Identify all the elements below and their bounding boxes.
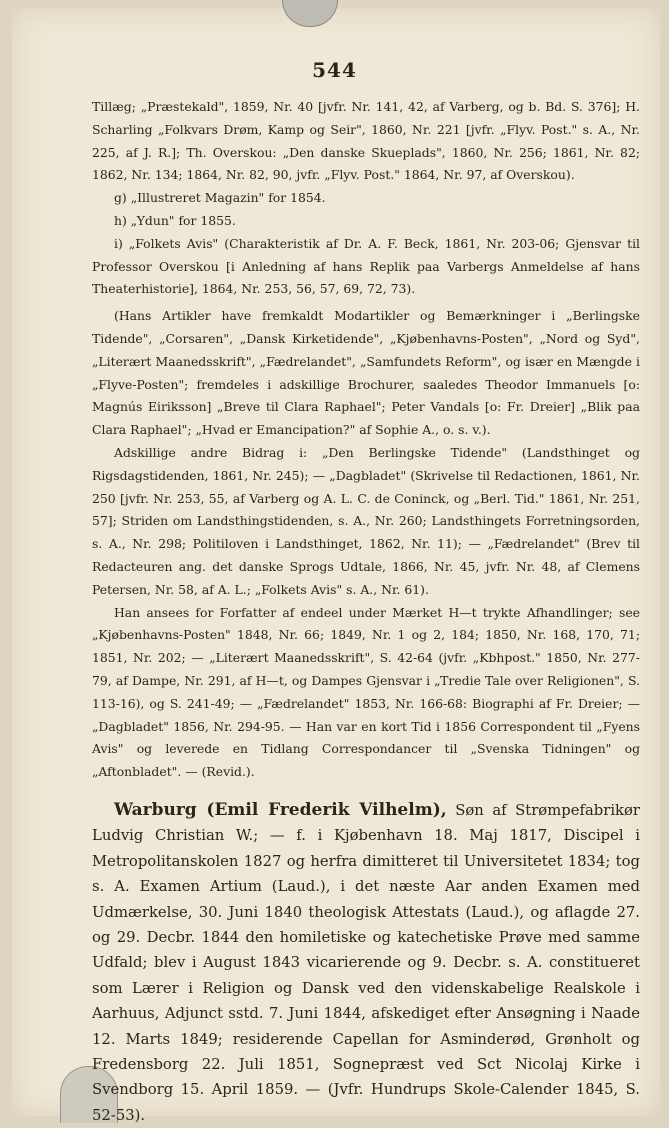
list-item-g: g) „Illustreret Magazin" for 1854. <box>114 190 326 206</box>
paragraph-attributed: Han ansees for Forfatter af endeel under Mærket H—t trykte Afhandlinger; see „Kjøbenhavns-Posten" 1848, Nr. 66; 1849, Nr. 1 og 2, 184; 1850, Nr. 168, 170, 71; 1851, Nr. 202; — „Literært Maanedsskrift", S. 42-64 (jvfr. „Kbhpost." 1850, Nr. 277-79, af Dampe, Nr. 291, af H—t, og Dampes Gjensvar i „Tredie Tale over Religionen", S. 113-16), og S. 241-49; — „Fædrelandet" 1853, Nr. 166-68: Biographi af Fr. Dreier; — „Dagbladet" 1856, Nr. 294-95. — Han var en kort Tid i 1856 Correspondent til „Fyens Avis" og leverede en Tidlang Correspondancer til „Svenska Tidningen" og „Aftonbladet". — (Revid.). <box>92 604 640 780</box>
list-item-i: i) „Folkets Avis" (Charakteristik af Dr. A. F. Beck, 1861, Nr. 203-06; Gjensvar til Professor Overskou [i Anledning af hans Replik paa Varbergs Anmeldelse af hans Theaterhistorie], 1864, Nr. 253, 56, 57, 69, 72, 73). <box>92 235 640 297</box>
paragraph-contributions: Adskillige andre Bidrag i: „Den Berlingske Tidende" (Landsthinget og Rigsdagstidenden, 1861, Nr. 245); — „Dagbladet" (Skrivelse til Redactionen, 1861, Nr. 250 [jvfr. Nr. 253, 55, af Varberg og A. L. C. de Coninck, og „Berl. Tid." 1861, Nr. 251, 57]; Striden om Landsthingstidenden, s. A., Nr. 260; Landsthingets Forretningsorden, s. A., Nr. 298; Politiloven i Landsthinget, 1862, Nr. 11); — „Fædrelandet" (Brev til Redacteuren ang. det danske Sprogs Udtale, 1866, Nr. 45, jvfr. Nr. 48, af Clemens Petersen, Nr. 58, af A. L.; „Folkets Avis" s. A., Nr. 61). <box>92 444 640 597</box>
biography-name: Warburg (Emil Frederik Vilhelm), <box>114 799 447 820</box>
biography-text: Søn af Strømpefabrikør Ludvig Christian W.; — f. i Kjøbenhavn 18. Maj 1817, Discipel i Metropolitanskolen 1827 og herfra dimitteret til Universitetet 1834; tog s. A. Examen Artium (Laud.), i det næste Aar anden Examen med Udmærkelse, 30. Juni 1840 theologisk Attestats (Laud.), og aflagde 27. og 29. Decbr. 1844 den homiletiske og katechetiske Prøve med samme Udfald; blev i August 1843 vicarierende og 9. Decbr. s. A. constitueret som Lærer i Religion og Dansk ved den videnskabelige Realskole i Aarhuus, Adjunct sstd. 7. Juni 1844, afskediget efter Ansøgning i Naade 12. Marts 1849; residerende Capellan for Asminderød, Grønholt og Fredensborg 22. Juli 1851, Sognepræst ved Sct Nicolaj Kirke i Svendborg 15. April 1859. — (Jvfr. Hundrups Skole-Calender 1845, S. 52-53). <box>92 801 640 1124</box>
paragraph-continuation: Tillæg; „Præstekald", 1859, Nr. 40 [jvfr. Nr. 141, 42, af Varberg, og b. Bd. S. 376]; H. Scharling „Folkvars Drøm, Kamp og Seir", 1860, Nr. 221 [jvfr. „Flyv. Post." s. A., Nr. 225, af J. R.]; Th. Overskou: „Den danske Skueplads", 1860, Nr. 256; 1861, Nr. 82; 1862, Nr. 134; 1864, Nr. 82, 90, jvfr. „Flyv. Post." 1864, Nr. 97, af Overskou). <box>92 99 640 183</box>
biography-entry <box>92 798 640 1128</box>
list-item-h: h) „Ydun" for 1855. <box>114 212 236 228</box>
paragraph-responses: (Hans Artikler have fremkaldt Modartikler og Bemærkninger i „Berlingske Tidende", „Corsaren", „Dansk Kirketidende", „Kjøbenhavns-Posten", „Nord og Syd", „Literært Maanedsskrift", „Fædrelandet", „Samfundets Reform", og især en Mængde i „Flyve-Posten"; fremdeles i adskillige Brochurer, saaledes Theodor Immanuels [o: Magnús Eiriksson] „Breve til Clara Raphael"; Peter Vandals [o: Fr. Dreier] „Blik paa Clara Raphael"; „Hvad er Emancipation?" af Sophie A., o. s. v.). <box>92 308 640 438</box>
page-number: 544 <box>312 58 357 82</box>
text-body <box>92 96 640 1128</box>
